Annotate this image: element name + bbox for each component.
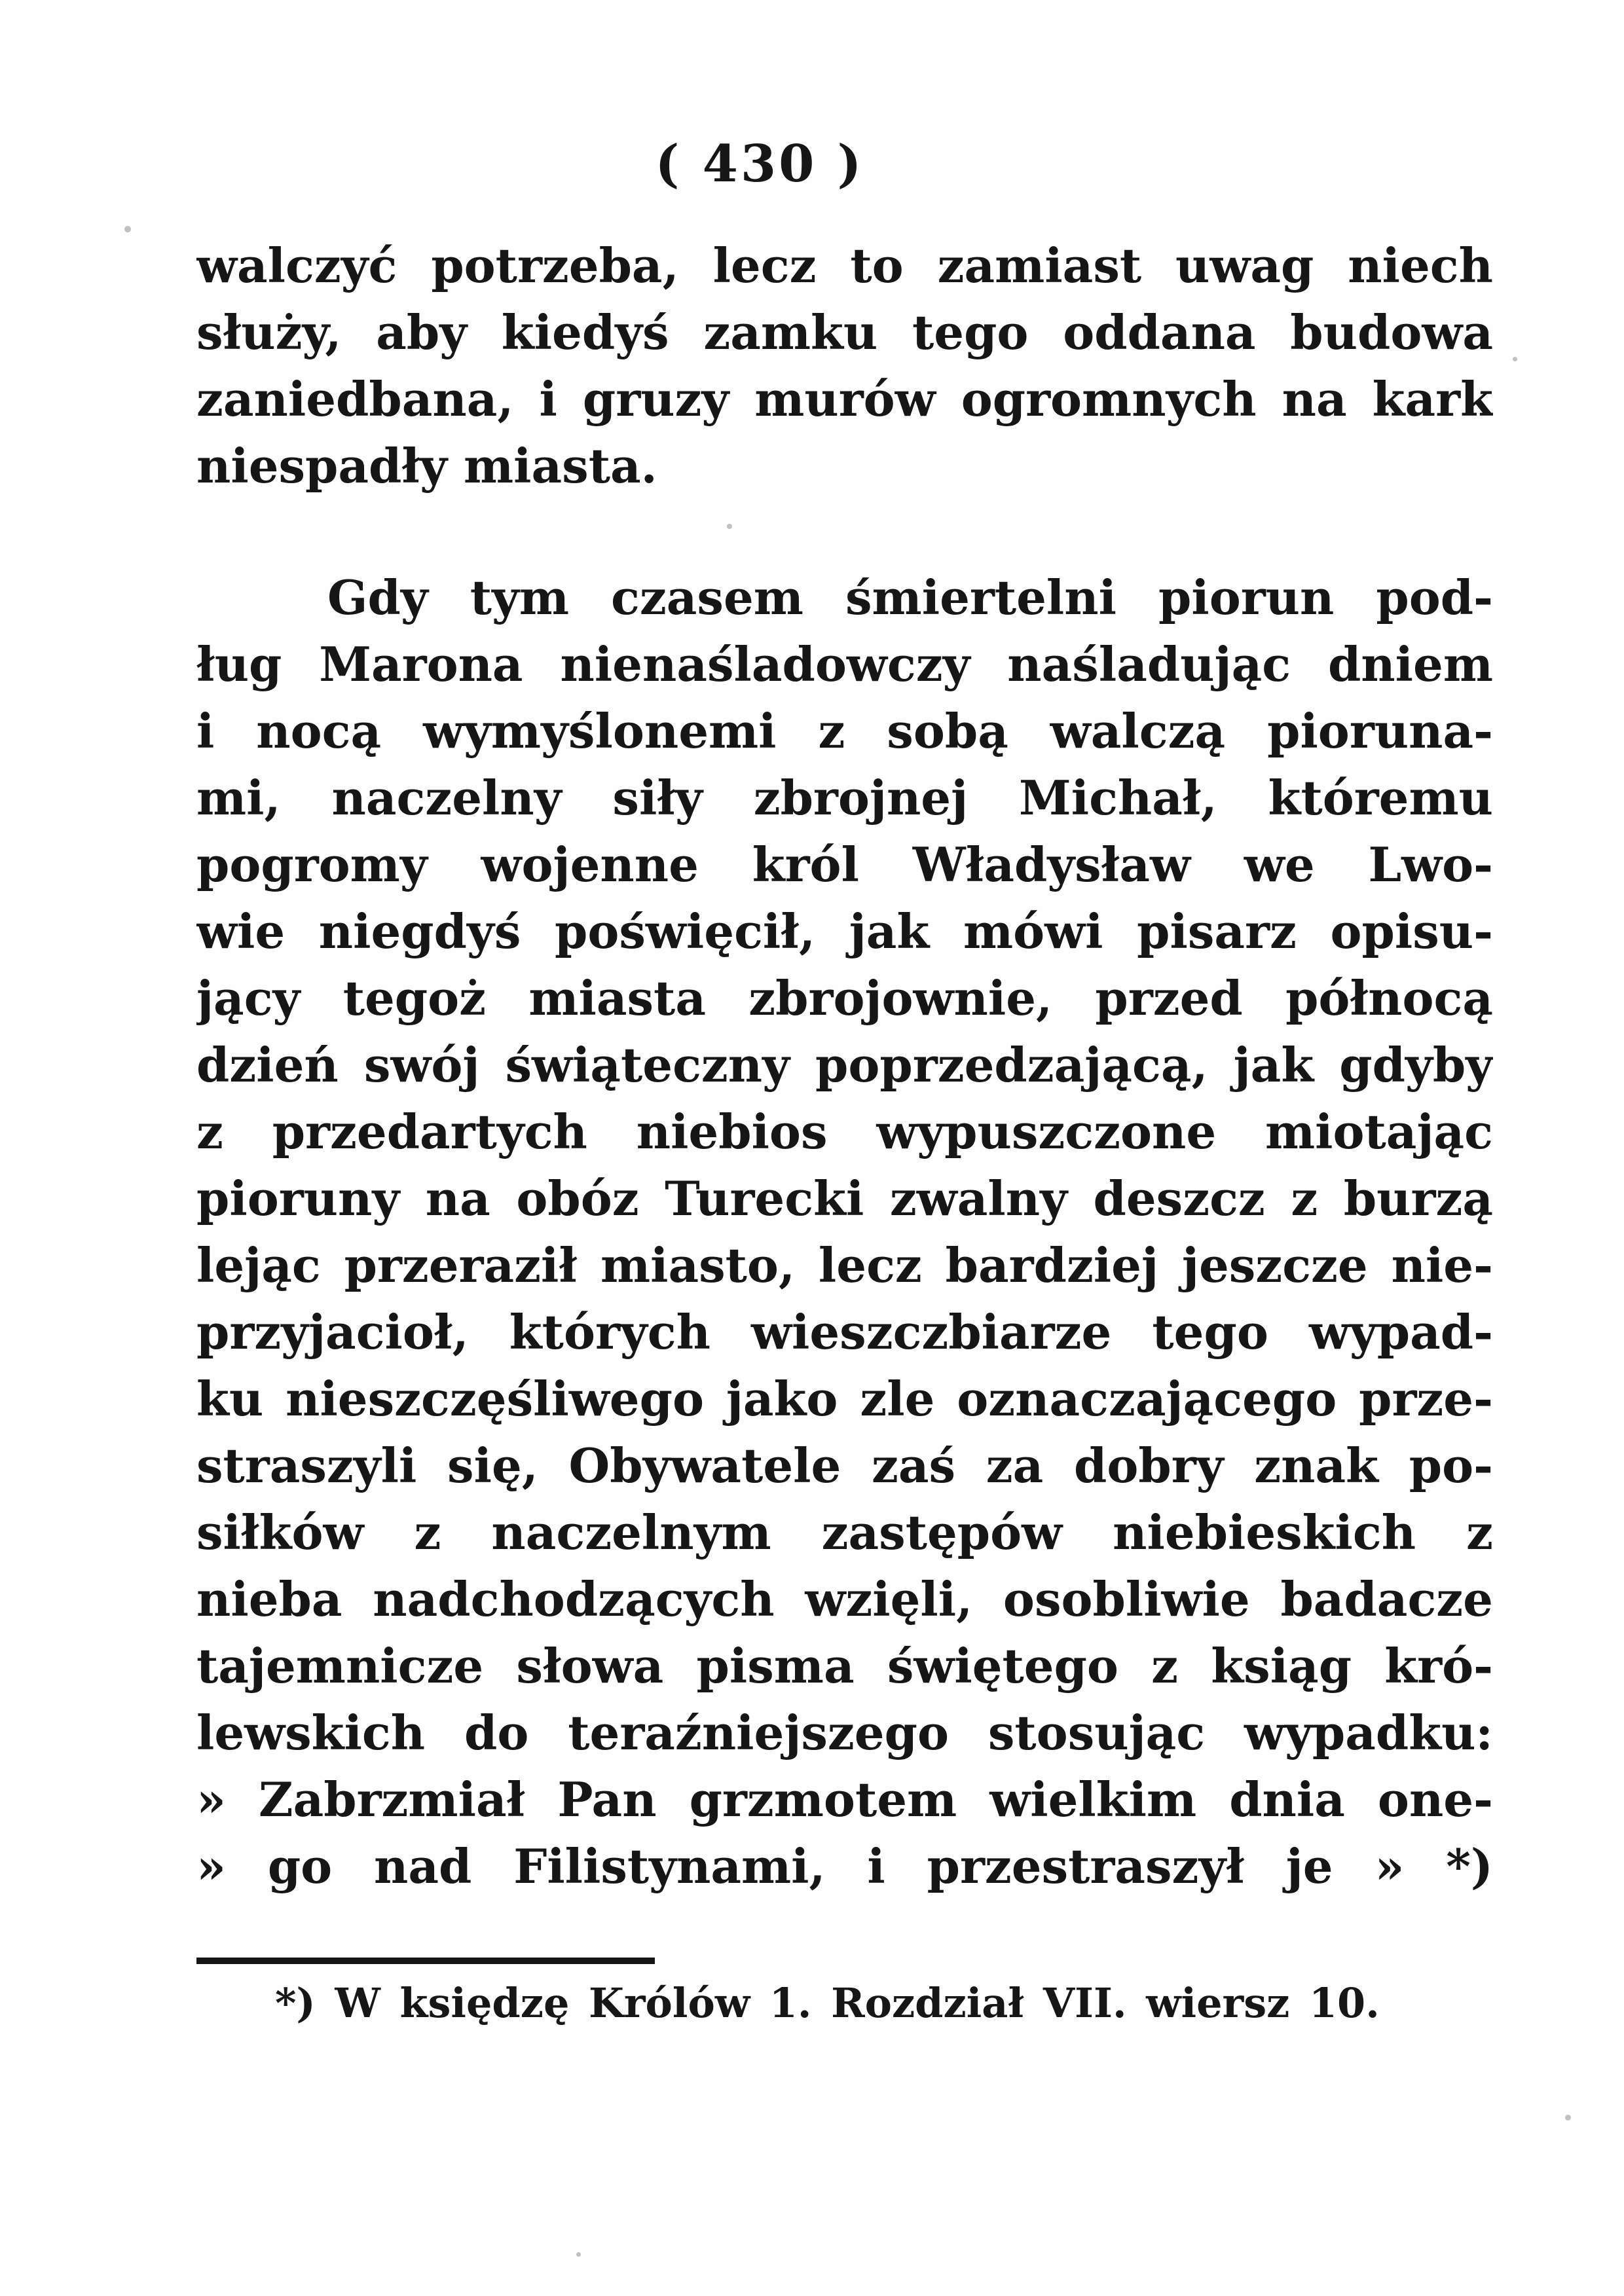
paragraph-main xyxy=(196,564,1493,1900)
text-line: pioruny na obóz Turecki zwalny deszcz z burzą xyxy=(196,1171,1493,1226)
text-line: siłków z naczelnym zastępów niebieskich z xyxy=(196,1504,1493,1560)
text-line: wie niegdyś poświęcił, jak mówi pisarz opisu- xyxy=(196,903,1493,959)
text-line: nieba nadchodzących wzięli, osobliwie badacze xyxy=(196,1571,1493,1627)
text-line: jący tegoż miasta zbrojownie, przed północą xyxy=(196,970,1493,1026)
footnote-rule xyxy=(196,1958,655,1964)
text-line: przyjacioł, których wieszczbiarze tego wypad- xyxy=(196,1304,1493,1360)
text-line: straszyli się, Obywatele zaś za dobry znak po- xyxy=(196,1438,1493,1493)
text-line: Gdy tym czasem śmiertelni piorun pod- xyxy=(327,570,1493,625)
text-line: ku nieszczęśliwego jako zle oznaczającego prze- xyxy=(196,1371,1493,1427)
paper-speck xyxy=(727,524,732,529)
paragraph-continued xyxy=(196,232,1493,500)
text-line: dzień swój świąteczny poprzedzającą, jak gdyby xyxy=(196,1037,1493,1093)
paper-speck xyxy=(1565,2115,1571,2121)
text-line: mi, naczelny siły zbrojnej Michał, któremu xyxy=(196,770,1493,826)
text-line: i nocą wymyślonemi z sobą walczą pioruna- xyxy=(196,703,1493,759)
text-line: z przedartych niebios wypuszczone miotając xyxy=(196,1104,1493,1159)
text-line: niespadły miasta. xyxy=(196,438,657,494)
footnote: *) W księdzę Królów 1. Rozdział VII. wiersz 10. xyxy=(275,1979,1380,2027)
paper-speck xyxy=(1513,357,1517,361)
text-line: » go nad Filistynami, i przestraszył je » *) xyxy=(196,1838,1493,1894)
page-number: ( 430 ) xyxy=(655,134,864,194)
paper-speck xyxy=(124,226,131,232)
text-line: » Zabrzmiał Pan grzmotem wielkim dnia one- xyxy=(196,1772,1493,1827)
paper-speck xyxy=(576,2252,581,2257)
text-line: lejąc przeraził miasto, lecz bardziej jeszcze nie- xyxy=(196,1237,1493,1293)
text-line: walczyć potrzeba, lecz to zamiast uwag niech xyxy=(196,238,1493,293)
text-line: lewskich do teraźniejszego stosując wypadku: xyxy=(196,1705,1493,1760)
text-line: służy, aby kiedyś zamku tego oddana budowa xyxy=(196,304,1493,360)
text-line: zaniedbana, i gruzy murów ogromnych na kark xyxy=(196,371,1493,427)
text-line: ług Marona nienaśladowczy naśladując dniem xyxy=(196,636,1493,692)
text-line: tajemnicze słowa pisma świętego z ksiąg kró- xyxy=(196,1638,1493,1694)
text-line: pogromy wojenne król Władysław we Lwo- xyxy=(196,837,1493,892)
